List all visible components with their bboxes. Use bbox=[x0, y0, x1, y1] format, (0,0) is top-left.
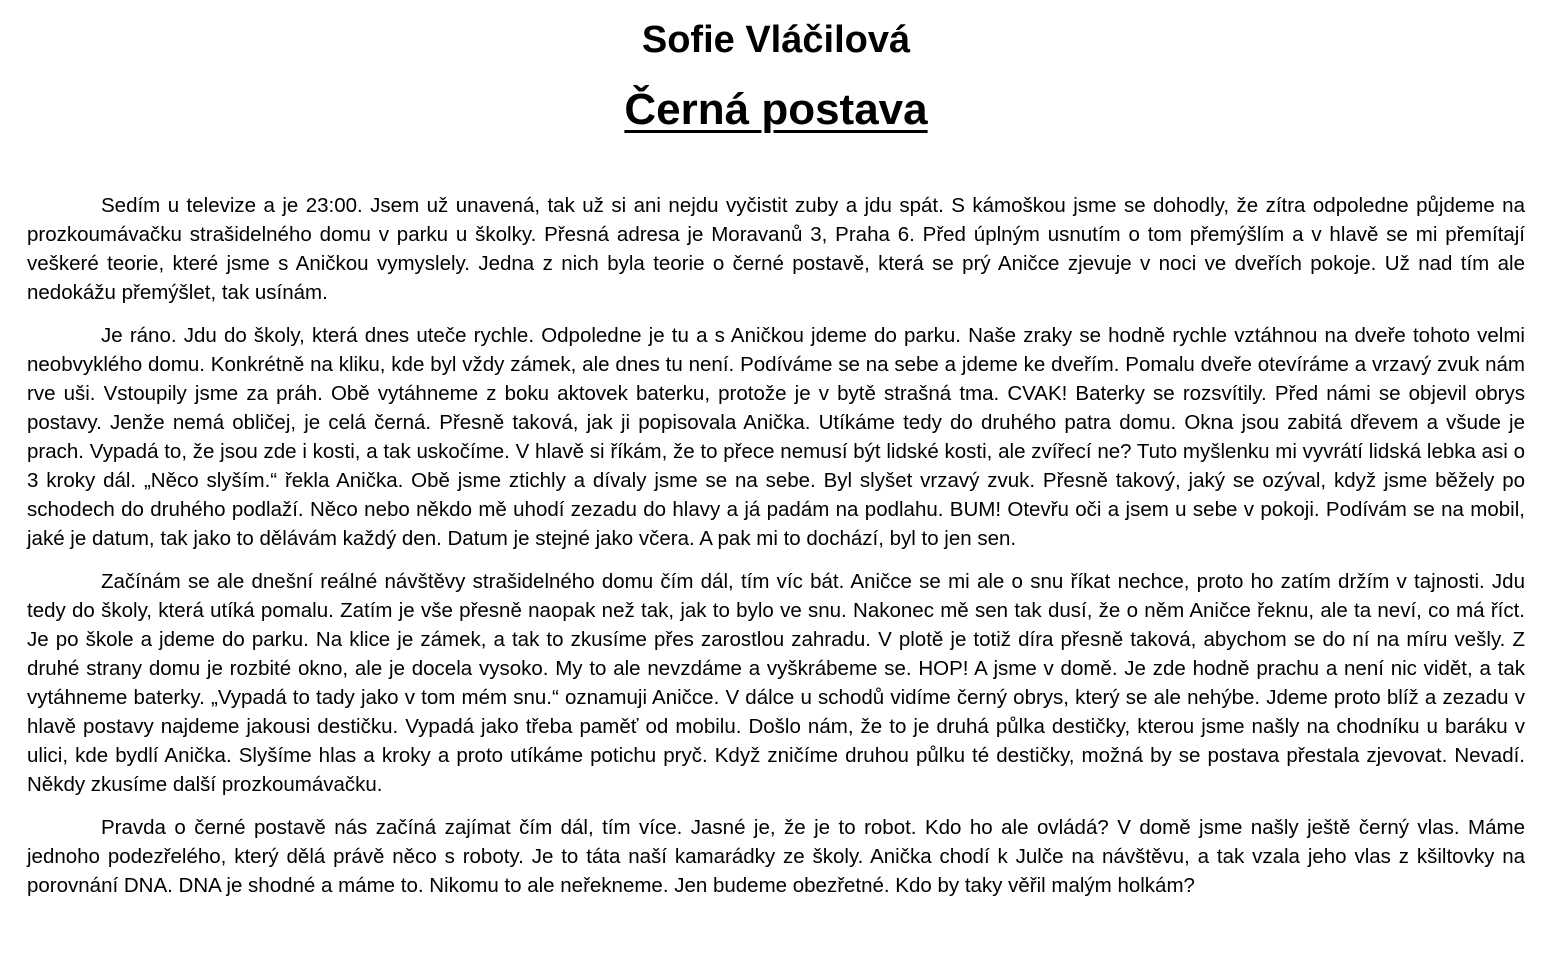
paragraph-1: Sedím u televize a je 23:00. Jsem už unavená, tak už si ani nejdu vyčistit zuby a jdu spát. S kámoškou jsme se dohodly, že zítra odpoledne půjdeme na prozkoumávačku strašidelného domu v parku u školky. Přesná adresa je Moravanů 3, Praha 6. Před úplným usnutím o tom přemýšlím a v hlavě se mi přemítají veškeré teorie, které jsme s Aničkou vymyslely. Jedna z nich byla teorie o černé postavě, která se prý Aničce zjevuje v noci ve dveřích pokoje. Už nad tím ale nedokážu přemýšlet, tak usínám. bbox=[27, 194, 1525, 304]
story-body bbox=[27, 191, 1525, 914]
paragraph-2: Je ráno. Jdu do školy, která dnes uteče rychle. Odpoledne je tu a s Aničkou jdeme do parku. Naše zraky se hodně rychle vztáhnou na dveře tohoto velmi neobvyklého domu. Konkrétně na kliku, kde byl vždy zámek, ale dnes tu není. Podíváme se na sebe a jdeme ke dveřím. Pomalu dveře otevíráme a vrzavý zvuk nám rve uši. Vstoupily jsme za práh. Obě vytáhneme z boku aktovek baterku, protože je v bytě strašná tma. CVAK! Baterky se rozsvítily. Před námi se objevil obrys postavy. Jenže nemá obličej, je celá černá. Přesně taková, jak ji popisovala Anička. Utíkáme tedy do druhého patra domu. Okna jsou zabitá dřevem a všude je prach. Vypadá to, že jsou zde i kosti, a tak uskočíme. V hlavě si říkám, že to přece nemusí být lidské kosti, ale zvířecí ne? Tuto myšlenku mi vyvrátí lidská lebka asi o 3 kroky dál. „Něco slyším.“ řekla Anička. Obě jsme ztichly a dívaly jsme se na sebe. Byl slyšet vrzavý zvuk. Přesně takový, jaký se ozýval, když jsme běžely po schodech do druhého podlaží. Něco nebo někdo mě uhodí zezadu do hlavy a já padám na podlahu. BUM! Otevřu oči a jsem u sebe v pokoji. Podívám se na mobil, jaké je datum, tak jako to dělávám každý den. Datum je stejné jako včera. A pak mi to dochází, byl to jen sen. bbox=[27, 324, 1525, 550]
story-title bbox=[0, 84, 1552, 136]
story-title-text: Černá postava bbox=[624, 85, 928, 134]
author-name: Sofie Vláčilová bbox=[641, 19, 911, 61]
paragraph-3: Začínám se ale dnešní reálné návštěvy strašidelného domu čím dál, tím víc bát. Aničce se mi ale o snu říkat nechce, proto ho zatím držím v tajnosti. Jdu tedy do školy, která utíká pomalu. Zatím je vše přesně naopak než tak, jak to bylo ve snu. Nakonec mě sen tak dusí, že o něm Aničce řeknu, ale ta neví, co má říct. Je po škole a jdeme do parku. Na klice je zámek, a tak to zkusíme přes zarostlou zahradu. V plotě je totiž díra přesně taková, abychom se do ní na míru vešly. Z druhé strany domu je rozbité okno, ale je docela vysoko. My to ale nevzdáme a vyškrábeme se. HOP! A jsme v domě. Je zde hodně prachu a není nic vidět, a tak vytáhneme baterky. „Vypadá to tady jako v tom mém snu.“ oznamuji Aničce. V dálce u schodů vidíme černý obrys, který se ale nehýbe. Jdeme proto blíž a zezadu v hlavě postavy najdeme jakousi destičku. Vypadá jako třeba paměť od mobilu. Došlo nám, že to je druhá půlka destičky, kterou jsme našly na chodníku u baráku v ulici, kde bydlí Anička. Slyšíme hlas a kroky a proto utíkáme potichu pryč. Když zničíme druhou půlku té destičky, možná by se postava přestala zjevovat. Nevadí. Někdy zkusíme další prozkoumávačku. bbox=[27, 570, 1525, 796]
paragraph-4: Pravda o černé postavě nás začíná zajímat čím dál, tím více. Jasné je, že je to robot. Kdo ho ale ovládá? V domě jsme našly ještě černý vlas. Máme jednoho podezřelého, který dělá právě něco s roboty. Je to táta naší kamarádky ze školy. Anička chodí k Julče na návštěvu, a tak vzala jeho vlas z kšiltovky na porovnání DNA. DNA je shodné a máme to. Nikomu to ale neřekneme. Jen budeme obezřetné. Kdo by taky věřil malým holkám? bbox=[27, 816, 1525, 897]
